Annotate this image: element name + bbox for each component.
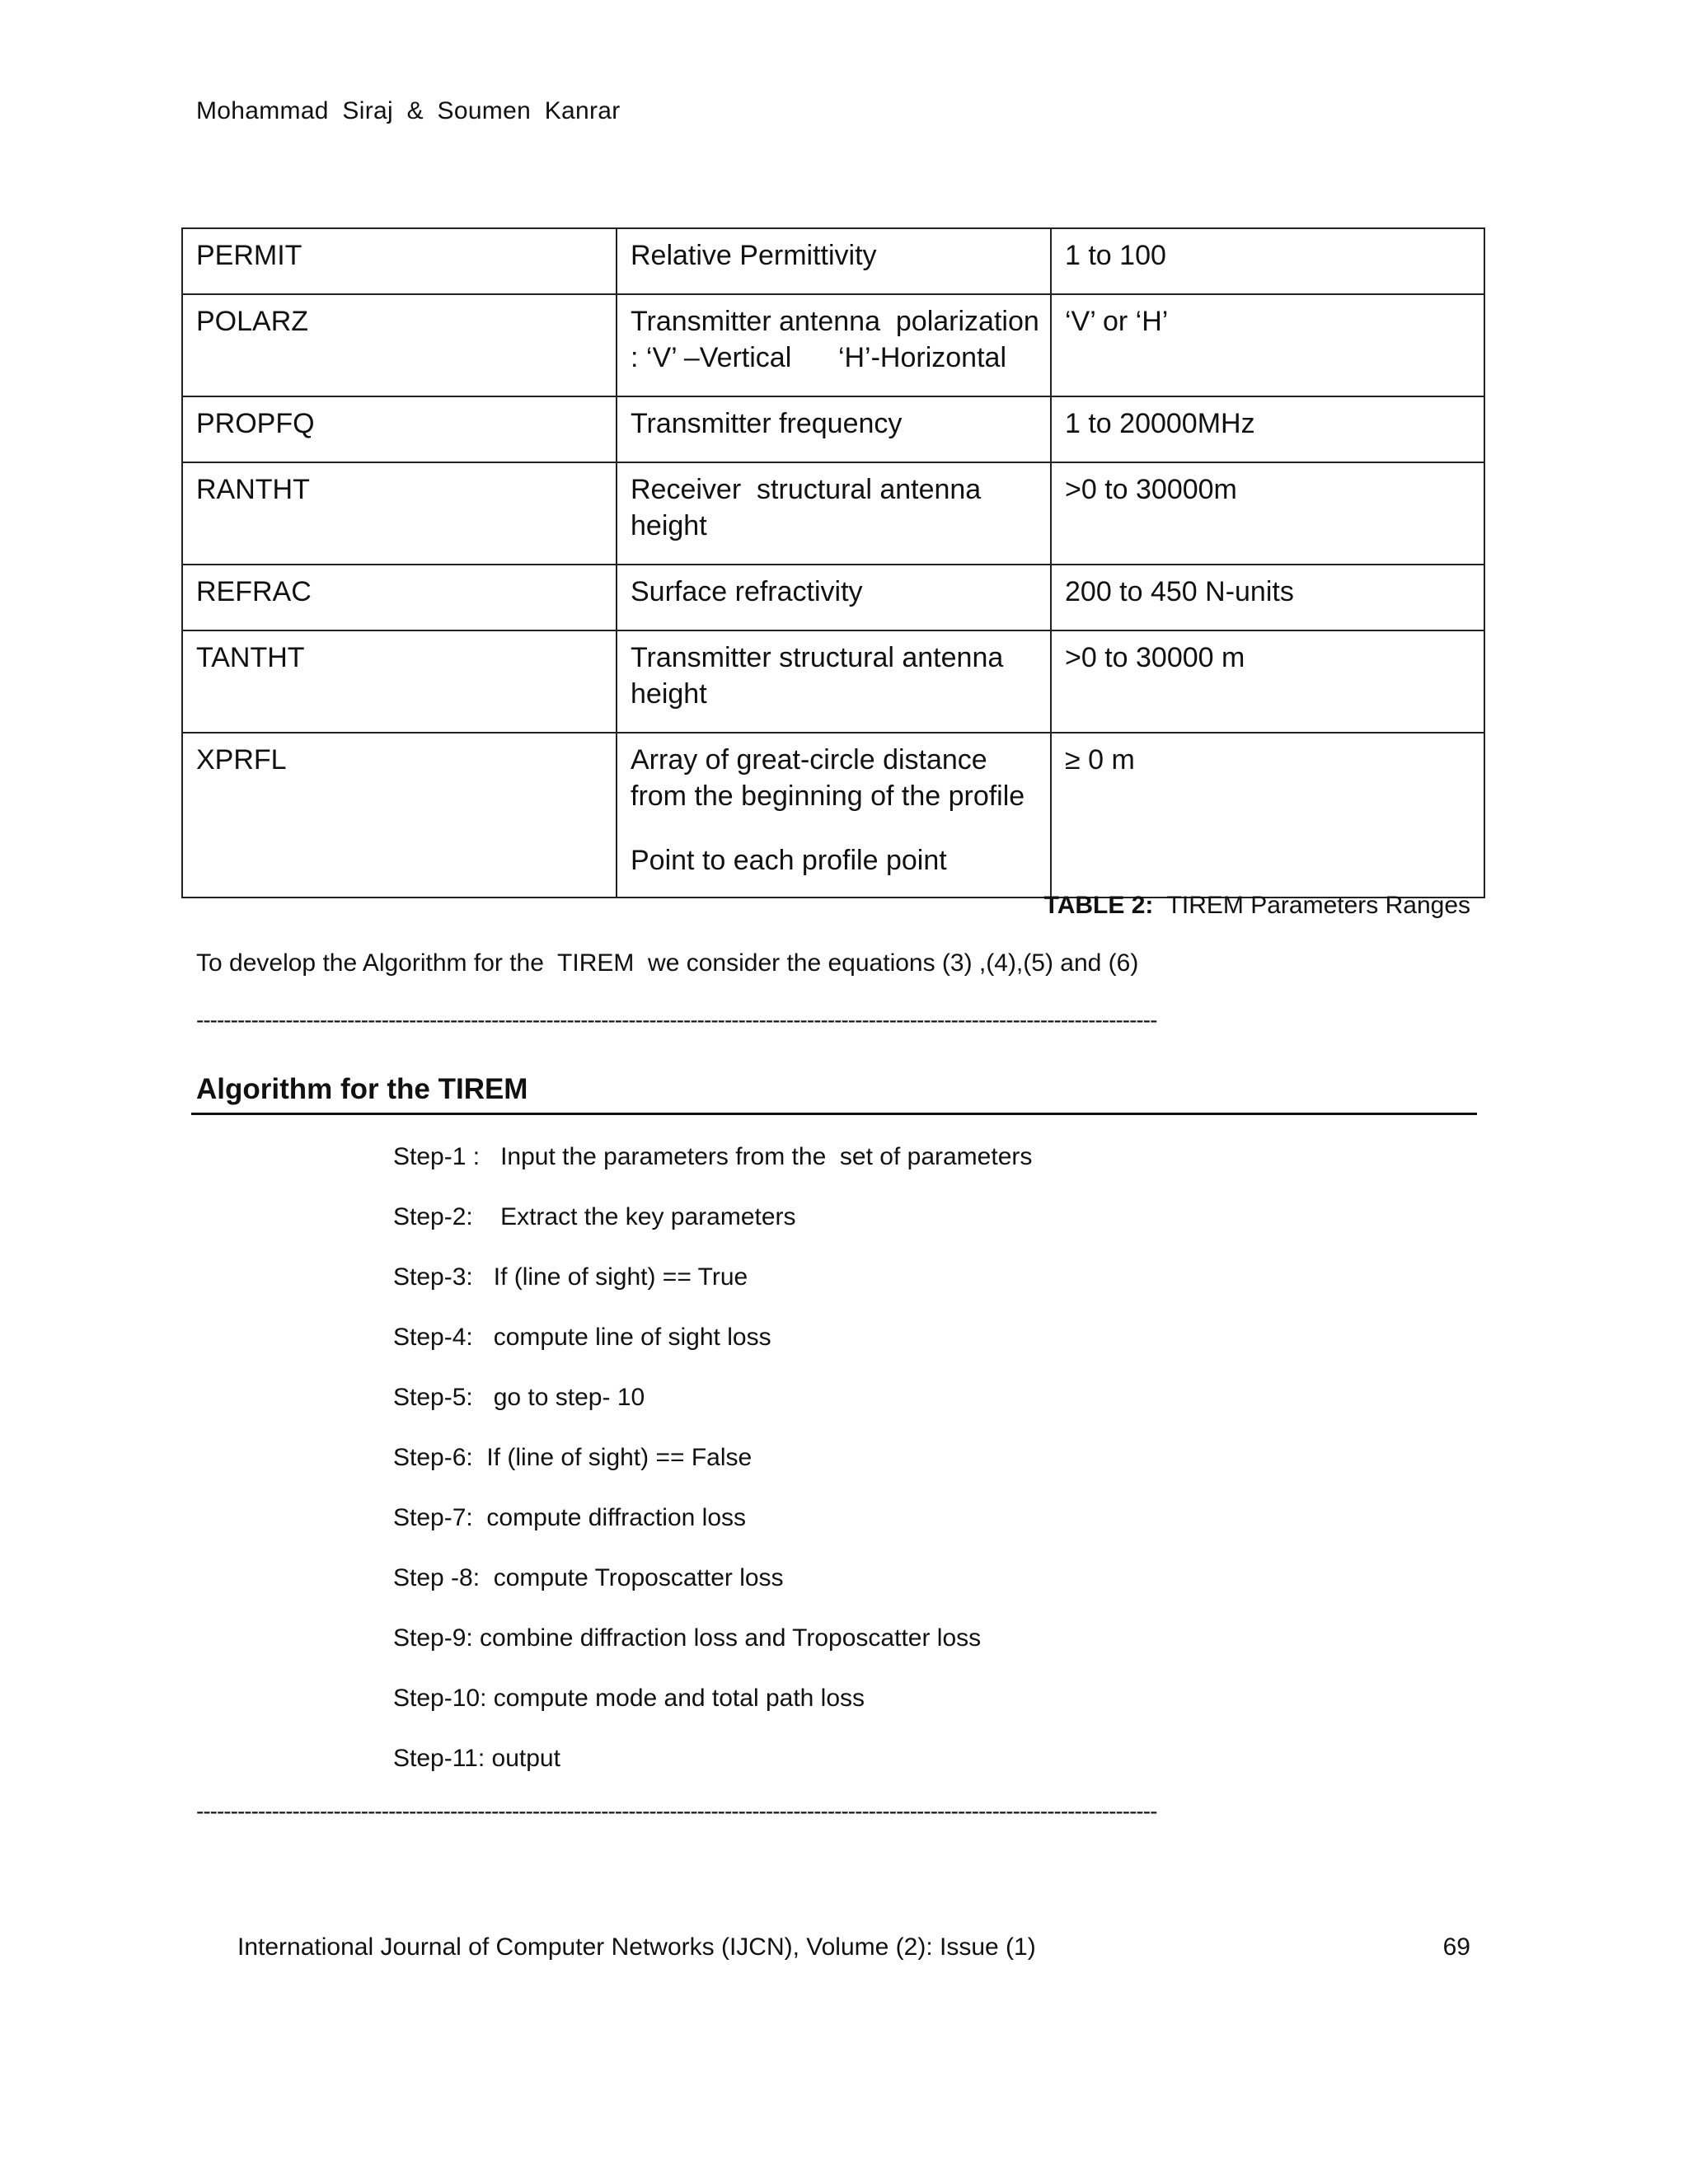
table-caption-label: TABLE 2: (1043, 892, 1154, 919)
table-caption-text: TIREM Parameters Ranges (1166, 892, 1470, 919)
algorithm-title: Algorithm for the TIREM (196, 1073, 528, 1105)
parameters-table (181, 227, 1485, 898)
param-name-cell: RANTHT (182, 462, 617, 565)
param-name-cell: TANTHT (182, 630, 617, 733)
description-line: height (631, 510, 707, 541)
param-description-cell (617, 462, 1051, 565)
param-name-cell: PERMIT (182, 228, 617, 294)
param-description-cell (617, 630, 1051, 733)
algorithm-step: Step-4: compute line of sight loss (393, 1324, 771, 1351)
algorithm-step: Step-6: If (line of sight) == False (393, 1444, 753, 1471)
description-line: Point to each profile point (631, 845, 947, 876)
description-line: Transmitter antenna polarization (631, 306, 1039, 337)
param-range-cell: >0 to 30000m (1051, 462, 1484, 565)
param-range-cell: 200 to 450 N-units (1051, 565, 1484, 630)
param-name-cell: XPRFL (182, 733, 617, 898)
param-range-cell: 1 to 100 (1051, 228, 1484, 294)
algorithm-step: Step-11: output (393, 1745, 560, 1772)
algorithm-title-rule (191, 1113, 1477, 1115)
intro-paragraph: To develop the Algorithm for the TIREM we consider the equations (3) ,(4),(5) and (6) (196, 949, 1139, 977)
param-description-cell (617, 733, 1051, 898)
description-line: Transmitter frequency (631, 408, 903, 439)
table-row-tantht (182, 630, 1484, 733)
param-range-cell: 1 to 20000MHz (1051, 396, 1484, 462)
description-line: : ‘V’ –Vertical ‘H’-Horizontal (631, 342, 1006, 373)
description-line: from the beginning of the profile (631, 780, 1025, 812)
description-gap (631, 814, 1037, 842)
table-row-xprfl (182, 733, 1484, 898)
description-line: height (631, 678, 707, 710)
param-description-cell (617, 228, 1051, 294)
table-caption (1044, 892, 1470, 920)
separator-line-bottom: -------------------------------------------------------------------------------------------------------------------------------------------- (196, 1798, 1157, 1824)
algorithm-step: Step-5: go to step- 10 (393, 1384, 645, 1411)
table-row-refrac (182, 565, 1484, 630)
description-line: Relative Permittivity (631, 240, 877, 271)
param-name-cell: REFRAC (182, 565, 617, 630)
param-description-cell (617, 396, 1051, 462)
param-name-cell: POLARZ (182, 294, 617, 396)
description-line: Receiver structural antenna (631, 474, 982, 505)
algorithm-step: Step-10: compute mode and total path loss (393, 1685, 865, 1712)
algorithm-step: Step-1 : Input the parameters from the set of parameters (393, 1143, 1033, 1170)
description-line: Array of great-circle distance (631, 744, 987, 776)
algorithm-step: Step -8: compute Troposcatter loss (393, 1564, 784, 1591)
param-range-cell: >0 to 30000 m (1051, 630, 1484, 733)
param-name-cell: PROPFQ (182, 396, 617, 462)
table-row-polarz (182, 294, 1484, 396)
param-range-cell: ‘V’ or ‘H’ (1051, 294, 1484, 396)
algorithm-step: Step-9: combine diffraction loss and Troposcatter loss (393, 1624, 982, 1652)
param-description-cell (617, 565, 1051, 630)
table-row-propfq (182, 396, 1484, 462)
param-range-cell: ≥ 0 m (1051, 733, 1484, 898)
table-row-rantht (182, 462, 1484, 565)
description-line: Surface refractivity (631, 576, 863, 607)
description-line: Transmitter structural antenna (631, 642, 1004, 673)
algorithm-step: Step-2: Extract the key parameters (393, 1203, 796, 1230)
footer-journal: International Journal of Computer Networks (IJCN), Volume (2): Issue (1) (237, 1933, 1036, 1961)
separator-line-top: -------------------------------------------------------------------------------------------------------------------------------------------- (196, 1007, 1157, 1033)
param-description-cell (617, 294, 1051, 396)
algorithm-steps-list (393, 1142, 1032, 1804)
footer-page-number: 69 (1442, 1933, 1470, 1961)
running-header-authors: Mohammad Siraj & Soumen Kanrar (196, 97, 621, 124)
table-row-permit (182, 228, 1484, 294)
algorithm-step: Step-3: If (line of sight) == True (393, 1263, 748, 1291)
algorithm-step: Step-7: compute diffraction loss (393, 1504, 746, 1531)
